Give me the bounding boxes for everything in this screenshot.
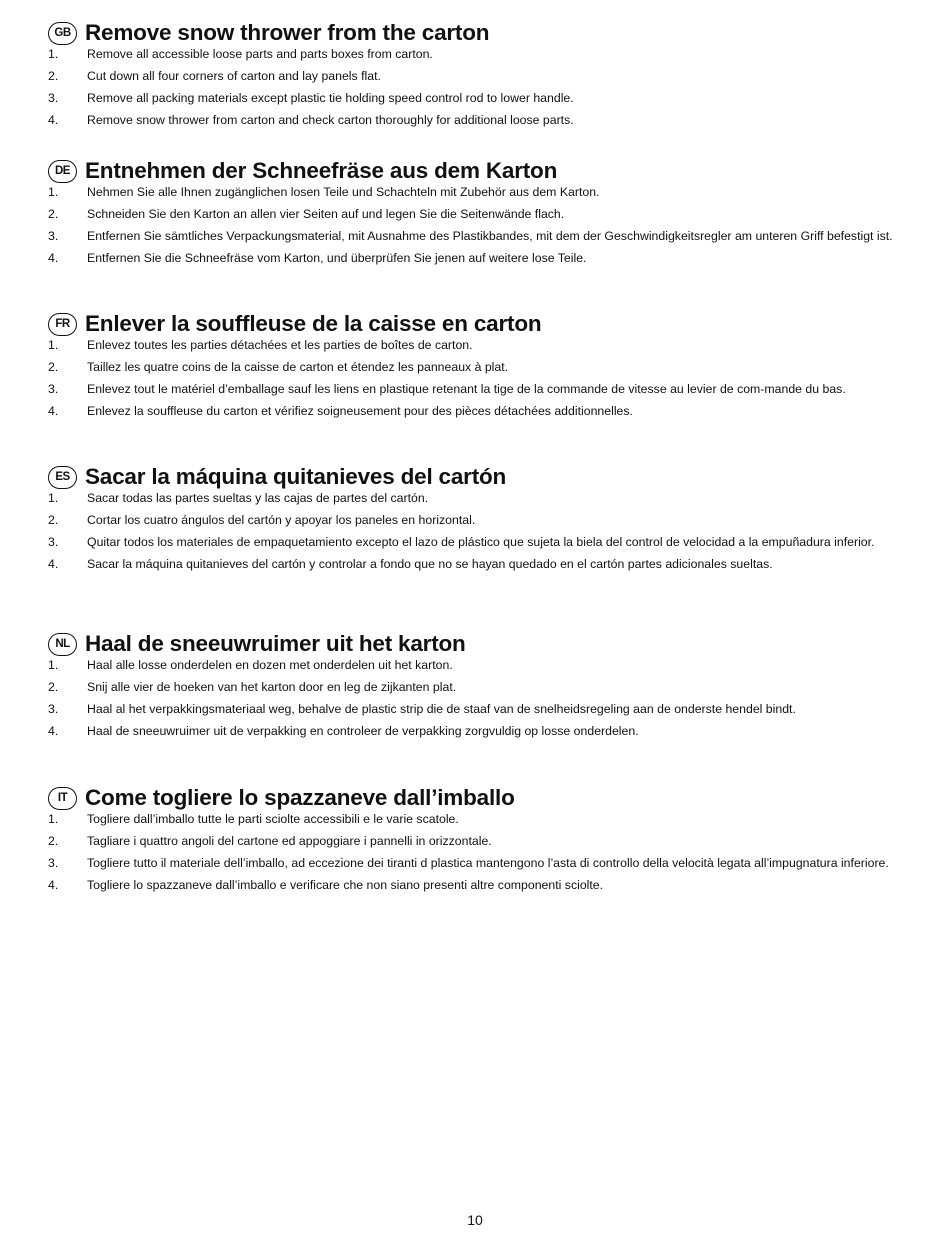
step-number: 4. <box>48 251 59 265</box>
step-number: 3. <box>48 535 59 549</box>
step-text: Togliere lo spazzaneve dall’imballo e verificare che non siano presenti altre componenti sciolte. <box>87 878 604 892</box>
steps-list <box>48 48 920 127</box>
section-title: Come togliere lo spazzaneve dall’imballo <box>85 785 515 810</box>
list-item <box>48 48 920 61</box>
step-text: Togliere tutto il materiale dell’imballo, ad eccezione dei tiranti d plastica mantengono l’asta di controllo della velocità legata all’impugnatura inferiore. <box>87 856 889 870</box>
step-number: 2. <box>48 207 59 221</box>
step-number: 3. <box>48 856 59 870</box>
section-heading <box>48 629 920 659</box>
steps-list <box>48 339 920 418</box>
step-text: Tagliare i quattro angoli del cartone ed appoggiare i pannelli in orizzontale. <box>87 834 492 848</box>
language-badge-gb: GB <box>48 22 77 45</box>
section-gb <box>48 18 920 136</box>
language-badge-it: IT <box>48 787 77 810</box>
list-item <box>48 681 920 694</box>
section-fr <box>48 309 920 427</box>
step-text: Enlevez la souffleuse du carton et vérifiez soigneusement pour des pièces détachées additionnelles. <box>87 404 633 418</box>
step-number: 4. <box>48 724 59 738</box>
list-item <box>48 558 920 571</box>
step-number: 2. <box>48 680 59 694</box>
step-text: Haal alle losse onderdelen en dozen met onderdelen uit het karton. <box>87 658 453 672</box>
list-item <box>48 230 920 243</box>
step-text: Haal de sneeuwruimer uit de verpakking en controleer de verpakking zorgvuldig op losse onderdelen. <box>87 724 639 738</box>
step-number: 1. <box>48 491 59 505</box>
step-text: Nehmen Sie alle Ihnen zugänglichen losen Teile und Schachteln mit Zubehör aus dem Karton. <box>87 185 600 199</box>
list-item <box>48 383 920 396</box>
section-title: Sacar la máquina quitanieves del cartón <box>85 464 507 489</box>
section-es <box>48 462 920 580</box>
language-badge-es: ES <box>48 466 77 489</box>
step-text: Sacar la máquina quitanieves del cartón y controlar a fondo que no se hayan quedado en el cartón partes adicionales sueltas. <box>87 557 773 571</box>
list-item <box>48 92 920 105</box>
step-text: Entfernen Sie sämtliches Verpackungsmaterial, mit Ausnahme des Plastikbandes, mit dem der Geschwindigkeitsregler am unteren Griff befestigt ist. <box>87 229 893 243</box>
section-title: Entnehmen der Schneefräse aus dem Karton <box>85 158 558 183</box>
page-number: 10 <box>467 1212 483 1228</box>
list-item <box>48 835 920 848</box>
section-de <box>48 156 920 274</box>
section-title: Remove snow thrower from the carton <box>85 20 490 45</box>
step-text: Enlevez toutes les parties détachées et les parties de boîtes de carton. <box>87 338 473 352</box>
list-item <box>48 813 920 826</box>
step-text: Remove snow thrower from carton and check carton thoroughly for additional loose parts. <box>87 113 574 127</box>
step-number: 1. <box>48 47 59 61</box>
section-heading <box>48 18 920 48</box>
step-text: Remove all accessible loose parts and parts boxes from carton. <box>87 47 433 61</box>
list-item <box>48 879 920 892</box>
step-number: 3. <box>48 702 59 716</box>
list-item <box>48 252 920 265</box>
list-item <box>48 703 920 716</box>
list-item <box>48 492 920 505</box>
steps-list <box>48 186 920 265</box>
list-item <box>48 514 920 527</box>
step-number: 4. <box>48 557 59 571</box>
step-number: 2. <box>48 513 59 527</box>
step-text: Schneiden Sie den Karton an allen vier Seiten auf und legen Sie die Seitenwände flach. <box>87 207 565 221</box>
step-text: Togliere dall’imballo tutte le parti sciolte accessibili e le varie scatole. <box>87 812 459 826</box>
section-title: Haal de sneeuwruimer uit het karton <box>85 631 466 656</box>
step-number: 3. <box>48 91 59 105</box>
step-text: Snij alle vier de hoeken van het karton door en leg de zijkanten plat. <box>87 680 457 694</box>
step-text: Enlevez tout le matériel d’emballage sauf les liens en plastique retenant la tige de la commande de vitesse au levier de com-mande du bas. <box>87 382 846 396</box>
step-number: 2. <box>48 834 59 848</box>
language-badge-nl: NL <box>48 633 77 656</box>
step-number: 2. <box>48 360 59 374</box>
language-badge-de: DE <box>48 160 77 183</box>
language-badge-fr: FR <box>48 313 77 336</box>
step-number: 1. <box>48 338 59 352</box>
step-text: Cut down all four corners of carton and lay panels flat. <box>87 69 381 83</box>
list-item <box>48 536 920 549</box>
step-text: Entfernen Sie die Schneefräse vom Karton, und überprüfen Sie jenen auf weitere lose Teile. <box>87 251 587 265</box>
list-item <box>48 186 920 199</box>
step-number: 1. <box>48 185 59 199</box>
steps-list <box>48 492 920 571</box>
step-number: 3. <box>48 382 59 396</box>
step-text: Haal al het verpakkingsmateriaal weg, behalve de plastic strip die de staaf van de snelheidsregeling aan de onderste hendel bindt. <box>87 702 796 716</box>
section-heading <box>48 309 920 339</box>
list-item <box>48 114 920 127</box>
steps-list <box>48 813 920 892</box>
steps-list <box>48 659 920 738</box>
section-heading <box>48 783 920 813</box>
step-number: 4. <box>48 404 59 418</box>
step-number: 3. <box>48 229 59 243</box>
list-item <box>48 339 920 352</box>
step-number: 4. <box>48 113 59 127</box>
list-item <box>48 725 920 738</box>
section-heading <box>48 156 920 186</box>
list-item <box>48 659 920 672</box>
step-text: Taillez les quatre coins de la caisse de carton et étendez les panneaux à plat. <box>87 360 509 374</box>
list-item <box>48 857 920 870</box>
section-heading <box>48 462 920 492</box>
list-item <box>48 405 920 418</box>
step-number: 2. <box>48 69 59 83</box>
step-number: 4. <box>48 878 59 892</box>
step-number: 1. <box>48 658 59 672</box>
section-it <box>48 783 920 901</box>
step-number: 1. <box>48 812 59 826</box>
step-text: Sacar todas las partes sueltas y las cajas de partes del cartón. <box>87 491 429 505</box>
list-item <box>48 70 920 83</box>
list-item <box>48 208 920 221</box>
step-text: Remove all packing materials except plastic tie holding speed control rod to lower handle. <box>87 91 574 105</box>
section-nl <box>48 629 920 747</box>
section-title: Enlever la souffleuse de la caisse en carton <box>85 311 542 336</box>
step-text: Cortar los cuatro ángulos del cartón y apoyar los paneles en horizontal. <box>87 513 476 527</box>
step-text: Quitar todos los materiales de empaquetamiento excepto el lazo de plástico que sujeta la biela del control de velocidad a la empuñadura inferior. <box>87 535 875 549</box>
list-item <box>48 361 920 374</box>
